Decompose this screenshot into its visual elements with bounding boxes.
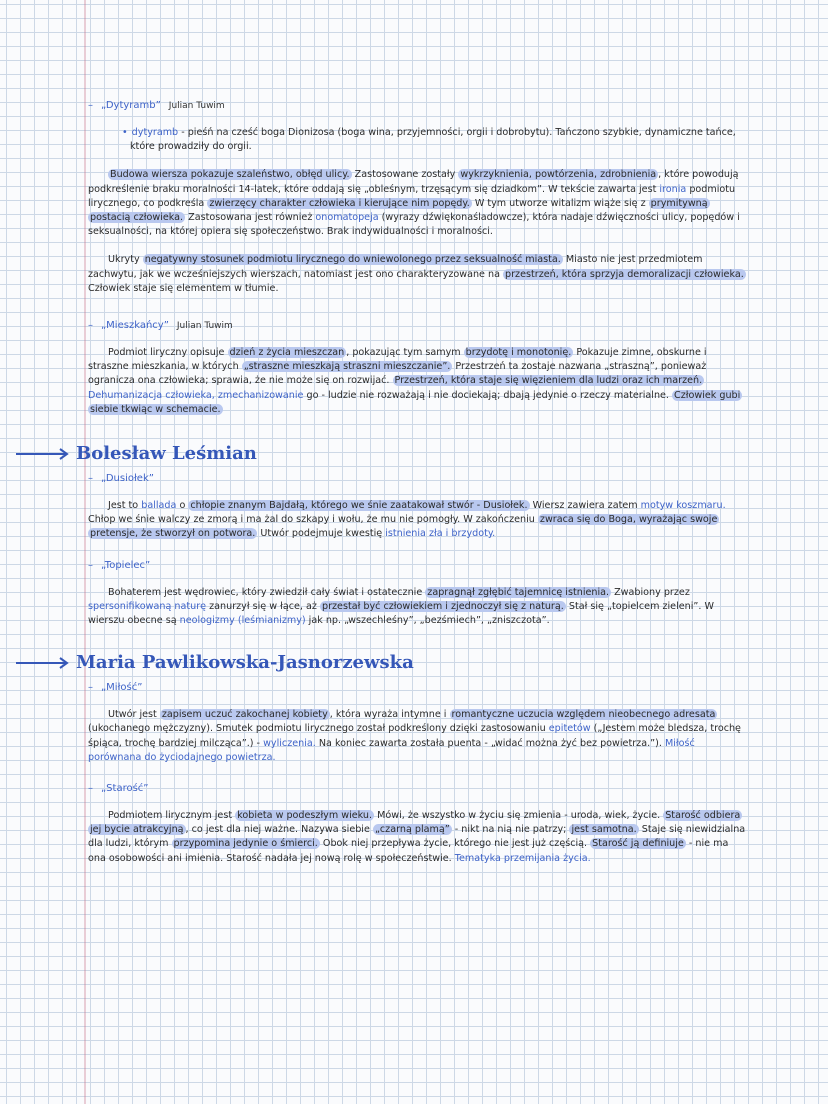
blue-term: Miłość porównana do życiodajnego powietrza. [88,737,695,763]
blue-term: ironia [659,183,687,195]
paragraph [88,499,748,542]
highlight: przypomina jedynie o śmierci. [173,838,318,850]
highlight: przestał być człowiekiem i zjednoczył się z naturą. [321,600,564,612]
text: go - ludzie nie rozważają i nie dociekają; dbają jedynie o rzeczy materialne. [303,389,673,401]
blue-term: istnienia zła i brzydoty. [385,528,496,540]
text: Człowiek staje się elementem w tłumie. [88,282,279,294]
highlight: prymitywną postacią człowieka. [90,197,708,224]
bullet-icon: • [122,127,128,138]
text: (ukochanego mężczyzny). Smutek podmiotu lirycznego został podkreślony dzięki zastosowaniu [88,723,549,735]
definition-term: dytyramb [131,127,179,138]
highlight: „straszne mieszkają straszni mieszczanie”. [243,361,451,373]
paragraph [88,809,748,866]
text: zanurzył się w łące, aż [206,600,320,612]
highlight: dzień z życia mieszczan [229,347,345,359]
paragraph [88,586,748,629]
text: Podmiotem lirycznym jest [108,810,236,822]
poem-heading-milosc: – „Miłość” [88,680,748,696]
text: Obok niej przepływa życie, którego nie jest już częścią. [319,838,591,850]
text: Na koniec zawarta została puenta - „widać można żyć bez powietrza.”). [315,737,665,749]
blue-term: Tematyka przemijania życia. [454,852,591,864]
highlight: Przestrzeń, która staje się więzieniem dla ludzi oraz ich marzeń. [394,375,703,387]
text: , która wyraża intymne i [329,709,450,721]
text: Chłop we śnie walczy ze zmorą i ma żal do szkapy i wołu, że mu nie pomogły. W zakończeniu [88,514,538,526]
paragraph [88,708,748,765]
poem-heading-starosc: – „Starość” [88,781,748,797]
poem-author: Julian Tuwim [176,321,233,332]
poem-heading-dusiolek: – „Dusiołek” [88,471,748,487]
arrow-right-icon [16,448,70,460]
text: Miasto nie jest przedmiotem zachwytu, jak we wcześniejszych wierszach, natomiast jest ono charakteryzowane na [88,254,703,280]
highlight: przestrzeń, która sprzyja demoralizacji człowieka. [505,268,744,280]
author-heading-lesmian [16,441,748,467]
text: Wiersz zawiera zatem [529,500,641,512]
author-name: Maria Pawlikowska-Jasnorzewska [76,652,414,674]
text: Pokazuje zimne, obskurne i straszne mieszkania, w których [88,347,707,373]
text: W tym utworze witalizm wiąże się z [471,197,649,209]
blue-term: Dehumanizacja człowieka, zmechanizowanie [88,389,304,401]
definition [122,126,748,154]
text: podmiotu lirycznego, co podkreśla [88,183,736,209]
text: Zastosowana jest również [185,212,316,224]
poem-heading-dytyramb: – „Dytyramb” Julian Tuwim [88,98,748,114]
highlight: Człowiek gubi siebie tkwiąc w schemacie. [90,389,741,415]
highlight: romantyczne uczucia względem nieobecnego adresata [451,709,716,721]
poem-title: „Starość” [101,783,149,795]
author-name: Bolesław Leśmian [76,443,257,465]
poem-title: „Topielec” [101,559,151,571]
text: jak np. „wszechleśny”, „bezśmiech”, „zniszczota”. [305,615,550,627]
author-heading-jasnorzewska [16,650,748,676]
highlight: zapisem uczuć zakochanej kobiety [161,709,328,721]
highlight: Starość odbiera jej bycie atrakcyjną [90,810,741,836]
blue-term: ballada [141,500,177,512]
highlight: zwraca się do Boga, wyrażając swoje pretensje, że stworzył on potwora. [90,514,718,540]
text: - nikt na nią nie patrzy; [451,824,570,836]
poem-title: „Dusiołek” [101,473,154,485]
text: Przestrzeń ta zostaje nazwana „straszną”, ponieważ ogranicza ona człowieka; sprawia, że nie może się on rozwijać. [88,361,707,387]
text: , co jest dla niej ważne. Nazywa siebie [185,824,373,836]
highlight: jest samotna. [571,824,637,836]
text: Stał się „topielcem zieleni”. W wierszu obecne są [88,600,714,627]
text: Jest to [108,500,142,512]
paragraph [88,168,748,239]
highlight: negatywny stosunek podmiotu lirycznego do wniewolonego przez seksualność miasta. [144,254,561,266]
highlight: chłopie znanym Bajdałą, którego we śnie zaatakował stwór - Dusiołek. [190,500,528,512]
paragraph [88,346,748,417]
blue-term: wyliczenia. [263,737,316,749]
highlight: wykrzyknienia, powtórzenia, zdrobnienia [460,169,657,181]
text: , które powodują podkreślenie braku moralności 14-latek, które oddają się „obleśnym, trzęsącym się dziadkom”. W tekście zawarta jest [88,169,739,195]
notes-content [76,96,748,866]
blue-term: neologizmy (leśmianizmy) [179,615,306,627]
text: („Jestem może bledsza, trochę śpiąca, trochę bardziej milcząca”.) - [88,723,741,749]
text: - nie ma ona osobowości ani imienia. Starość nadała jej nową rolę w społeczeństwie. [88,838,729,864]
definition-text: - pieśń na cześć boga Dionizosa (boga wina, przyjemności, orgii i dobrobytu). Tańczono szybkie, dynamiczne tańce, które prowadziły do orgii. [130,127,736,153]
text: Mówi, że wszystko w życiu się zmienia - uroda, wiek, życie. [374,810,664,822]
text: o [176,500,189,512]
text: Zastosowane zostały [351,169,459,181]
highlight: kobieta w podeszłym wieku. [237,810,373,822]
text: Ukryty [108,254,143,266]
text: (wyrazy dźwiękonaśladowcze), która nadaje dźwięczności ulicy, popędów i seksualności, na której opiera się społeczeństwo. Brak indywidualności i moralności. [88,212,740,238]
margin-line [84,0,86,1104]
highlight: „czarną plamą” [374,824,450,836]
text: Bohaterem jest wędrowiec, który zwiedził cały świat i ostatecznie [108,586,426,598]
arrow-right-icon [16,657,70,669]
highlight: Budowa wiersza pokazuje szaleństwo, obłęd ulicy. [110,169,350,181]
highlight: Starość ją definiuje [592,838,684,850]
text: Utwór podejmuje kwestię [257,528,386,540]
blue-term: motyw koszmaru. [640,500,726,512]
blue-term: spersonifikowaną naturę [88,600,207,612]
poem-title: „Mieszkańcy” [101,320,169,332]
blue-term: epitetów [548,723,591,735]
poem-title: „Miłość” [101,682,143,694]
blue-term: onomatopeja [315,212,379,224]
poem-title: „Dytyramb” [101,100,161,111]
text: Podmiot liryczny opisuje [108,347,228,359]
poem-heading-topielec: – „Topielec” [88,558,748,574]
text: , pokazując tym samym [346,347,464,359]
poem-heading-mieszkancy: – „Mieszkańcy” Julian Tuwim [88,318,748,334]
poem-author: Julian Tuwim [168,101,225,111]
text: Zwabiony przez [611,586,690,598]
highlight: brzydotę i monotonię. [465,347,572,359]
paragraph [88,253,748,296]
text: Utwór jest [108,709,160,721]
highlight: zwierzęcy charakter człowieka i kierujące nim popędy. [209,197,470,209]
text: Staje się niewidzialna dla ludzi, którym [88,824,746,850]
highlight: zapragnął zgłębić tajemnicę istnienia. [427,586,610,598]
